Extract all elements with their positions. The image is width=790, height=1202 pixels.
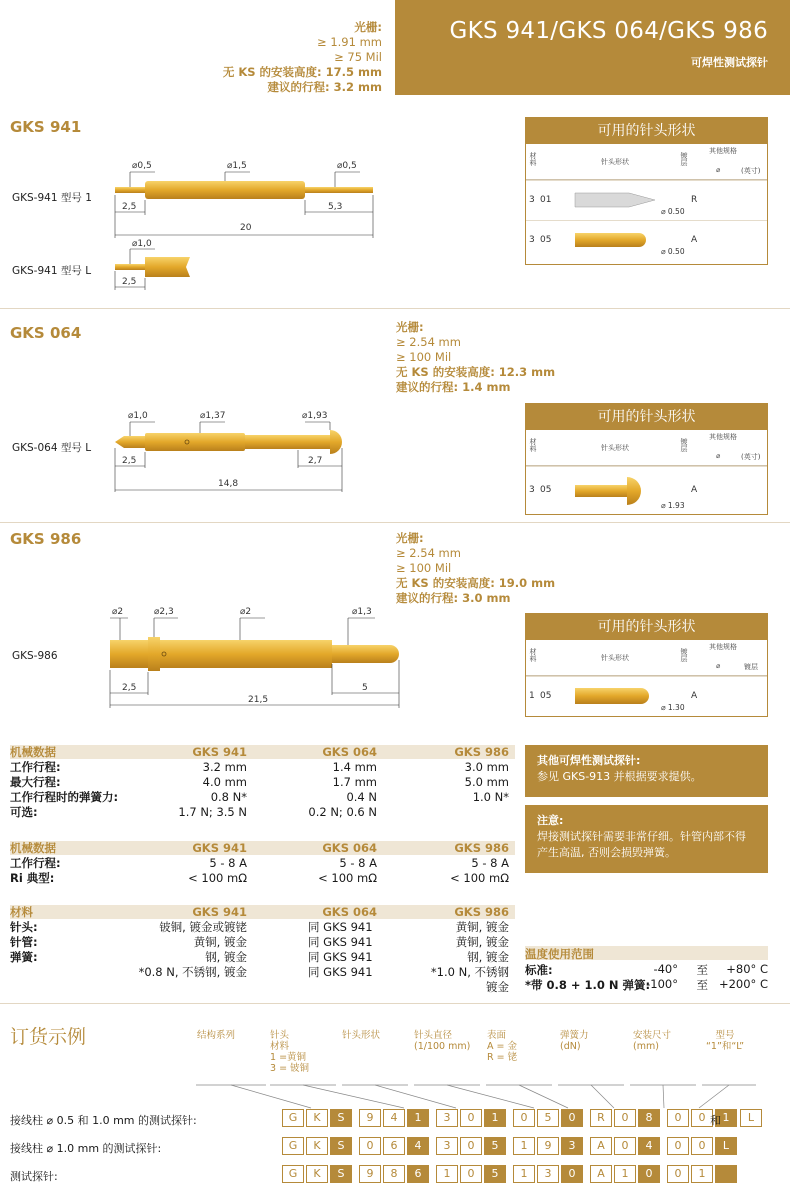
info-box-note (525, 805, 768, 873)
order-code-cell: 6 (383, 1137, 405, 1155)
cell: +80° C (726, 962, 768, 976)
order-code-cell: 3 (537, 1165, 559, 1183)
dim-label: 2,5 (122, 277, 137, 287)
order-code-cell: 1 (691, 1165, 713, 1183)
tip-material: 3 (529, 485, 535, 495)
dim-label: ⌀1,0 (128, 411, 148, 421)
dim-label: 2,5 (122, 683, 137, 693)
dim-label: ⌀0,5 (132, 161, 152, 171)
cell: 0.8 N* (210, 790, 247, 804)
order-title: 订货示例 (10, 1026, 87, 1048)
col-label: 材料 (529, 438, 537, 452)
dim-label: ⌀1,0 (132, 239, 152, 249)
cell: *1.0 N, 不锈钢 (430, 965, 509, 979)
probe-head (330, 430, 342, 454)
cell: 镀金 (486, 980, 509, 994)
tip-plating: A (691, 485, 698, 495)
order-code-cell: 0 (460, 1165, 482, 1183)
cell: < 100 mΩ (188, 871, 247, 885)
order-code-cell: 0 (359, 1137, 381, 1155)
probe-barrel (145, 181, 305, 199)
col-label: 针头形状 (601, 444, 629, 452)
order-code-cell: 8 (383, 1165, 405, 1183)
col-label: 其他规格 (709, 147, 737, 155)
table-title: 材料 (10, 905, 33, 919)
probe-tail (115, 187, 150, 193)
order-code-cell: 5 (484, 1165, 506, 1183)
tip-dia: ⌀ 0.50 (661, 207, 685, 216)
tip-dia: ⌀ 1.30 (661, 703, 685, 712)
dim-label: ⌀2,3 (154, 607, 174, 617)
dim-label: ⌀0,5 (337, 161, 357, 171)
table-header-band (10, 745, 515, 759)
tip-table-gks986 (525, 613, 768, 717)
spec-line: 无 KS 的安装高度: 12.3 mm (396, 365, 556, 379)
col-header: GKS 986 (454, 745, 509, 759)
dim-label: 2,5 (122, 456, 137, 466)
gks064-drawing (100, 400, 360, 500)
order-code-cell: 0 (614, 1109, 636, 1127)
table-title: 机械数据 (10, 841, 56, 855)
cone-tip-icon (571, 187, 661, 213)
order-code-cell: 1 (484, 1109, 506, 1127)
cell: 3.0 mm (464, 760, 509, 774)
order-code-cell: 0 (561, 1165, 583, 1183)
probe-plunger (245, 435, 335, 449)
row-label: Ri 典型: (10, 871, 55, 885)
order-code-cell: 1 (614, 1165, 636, 1183)
order-code-cell: K (306, 1137, 328, 1155)
col-label: 镀层 (680, 438, 688, 452)
order-row-label: 测试探针: (10, 1170, 58, 1183)
probe-tail (110, 640, 150, 668)
dim-label: ⌀2 (112, 607, 124, 617)
temp-title: 温度使用范围 (525, 947, 594, 961)
spec-line: 建议的行程: 1.4 mm (396, 380, 511, 394)
probe-plunger (332, 645, 399, 663)
cell: 5 - 8 A (209, 856, 247, 870)
row-label: *带 0.8 + 1.0 N 弹簧: (525, 978, 651, 992)
order-code-cell: L (740, 1109, 762, 1127)
cell: 钢, 镀金 (205, 950, 247, 964)
tip-table-gks064 (525, 403, 768, 515)
cell: 至 (696, 963, 708, 977)
col-header: GKS 986 (454, 841, 509, 855)
temp-row (525, 962, 768, 977)
tip-row (526, 676, 767, 716)
tip-table-subheader (526, 640, 767, 676)
order-connector-lines (196, 1070, 776, 1112)
order-code-cell: 9 (359, 1165, 381, 1183)
dim-label: 2,5 (122, 202, 137, 212)
table-header-band (10, 905, 515, 919)
spec-line: 光栅: (396, 320, 424, 334)
cell: 0.4 N (346, 790, 377, 804)
order-col-label: 安装尺寸 (mm) (633, 1030, 672, 1052)
cell: 黄铜, 镀金 (455, 935, 509, 949)
col-header: GKS 064 (322, 841, 377, 855)
probe-label: GKS-941 型号 L (12, 265, 92, 277)
cell: < 100 mΩ (318, 871, 377, 885)
order-col-label: 表面 A = 金 R = 铑 (487, 1030, 518, 1063)
tip-table-header: 可用的针头形状 (526, 614, 767, 640)
order-and-text: 和 (710, 1114, 721, 1127)
col-label: 针头形状 (601, 654, 629, 662)
order-code-cell: 0 (638, 1165, 660, 1183)
dim-label: 5,3 (328, 202, 343, 212)
probe-plunger (305, 187, 373, 193)
page-title: GKS 941/GKS 064/GKS 986 (449, 18, 768, 44)
spec-line: ≥ 75 Mil (334, 50, 382, 64)
col-label: (英寸) (741, 167, 761, 175)
row-label: 针管: (10, 935, 38, 949)
gks986-drawing (100, 600, 410, 715)
dim-label: ⌀1,3 (352, 607, 372, 617)
dim-label: ⌀1,5 (227, 161, 247, 171)
col-header: GKS 941 (192, 745, 247, 759)
order-code-cell: 4 (383, 1109, 405, 1127)
tip-dia: ⌀ 0.50 (661, 247, 685, 256)
col-label: 其他规格 (709, 433, 737, 441)
col-header: GKS 941 (192, 841, 247, 855)
info-title: 其他可焊性测试探针: (537, 754, 641, 767)
order-code-cell: G (282, 1137, 304, 1155)
order-code-cell: 0 (460, 1137, 482, 1155)
table-title: 机械数据 (10, 745, 56, 759)
tip-table-subheader (526, 144, 767, 180)
order-code-cell: 3 (436, 1137, 458, 1155)
dim-label: 2,7 (308, 456, 323, 466)
section-title-gks941: GKS 941 (10, 118, 82, 136)
col-label: ⌀ (716, 662, 721, 670)
order-code-cell: 9 (537, 1137, 559, 1155)
spec-line: 建议的行程: 3.2 mm (267, 80, 382, 94)
section-title-gks986: GKS 986 (10, 530, 82, 548)
order-code-cell: 5 (537, 1109, 559, 1127)
col-header: GKS 941 (192, 905, 247, 919)
dim-label: ⌀2 (240, 607, 252, 617)
divider (0, 308, 790, 309)
tip-code: 05 (540, 485, 552, 495)
cell: 铍铜, 镀金或镀铑 (159, 920, 247, 934)
order-code-cell: A (590, 1165, 612, 1183)
dim-label: 14,8 (218, 479, 239, 489)
dim-label: 21,5 (248, 695, 269, 705)
round-tip-icon (571, 683, 661, 709)
divider (0, 1003, 790, 1004)
order-col-label: 型号 “1”和“L” (706, 1030, 745, 1052)
spec-line: 无 KS 的安装高度: 19.0 mm (396, 576, 556, 590)
tip-table-gks941 (525, 117, 768, 265)
order-row-label: 接线柱 ⌀ 0.5 和 1.0 mm 的测试探针: (10, 1114, 197, 1127)
order-code-cell: S (330, 1137, 352, 1155)
col-label: 针头形状 (601, 158, 629, 166)
gks986-spec (396, 531, 555, 606)
order-code-cell: 1 (715, 1109, 737, 1127)
col-header: GKS 064 (322, 745, 377, 759)
gks941-drawing (100, 150, 390, 290)
cell: 3.2 mm (202, 760, 247, 774)
cell: 1.7 mm (332, 775, 377, 789)
spec-line: ≥ 2.54 mm (396, 546, 461, 560)
order-code-cell: K (306, 1165, 328, 1183)
tip-material: 1 (529, 691, 535, 701)
cell: *0.8 N, 不锈钢, 镀金 (138, 965, 247, 979)
spec-line: 光栅: (354, 20, 382, 34)
col-label: 材料 (529, 648, 537, 662)
tip-code: 05 (540, 691, 552, 701)
order-code-cell: A (590, 1137, 612, 1155)
order-code-cell: G (282, 1165, 304, 1183)
col-header: GKS 064 (322, 905, 377, 919)
temp-row (525, 977, 768, 992)
order-code-cell: 0 (691, 1137, 713, 1155)
order-col-label: 结构系列 (197, 1030, 236, 1041)
col-label: (英寸) (741, 453, 761, 461)
order-code-cell: 5 (484, 1137, 506, 1155)
dim-label: ⌀1,93 (302, 411, 328, 421)
order-code-cell: S (330, 1165, 352, 1183)
cell: 黄铜, 镀金 (455, 920, 509, 934)
tip-table-header: 可用的针头形状 (526, 404, 767, 430)
info-title: 注意: (537, 814, 564, 827)
order-code-cell: K (306, 1109, 328, 1127)
tip-row (526, 220, 767, 260)
tip-plating: A (691, 691, 698, 701)
spec-line: ≥ 2.54 mm (396, 335, 461, 349)
tip-dia: ⌀ 1.93 (661, 501, 685, 510)
order-code-cell: G (282, 1109, 304, 1127)
order-code-cell: 0 (614, 1137, 636, 1155)
order-code-cell: 1 (513, 1137, 535, 1155)
col-label: 镀层 (680, 648, 688, 662)
cell: 5.0 mm (464, 775, 509, 789)
tip-plating: R (691, 195, 698, 205)
order-code-cell: 0 (513, 1109, 535, 1127)
header-spec (223, 20, 382, 95)
order-code-cell: 6 (407, 1165, 429, 1183)
tip-row (526, 180, 767, 220)
cell: 同 GKS 941 (308, 920, 373, 934)
probe-label: GKS-941 型号 1 (12, 192, 92, 204)
order-code-cell: 1 (513, 1165, 535, 1183)
order-code-cell: 9 (359, 1109, 381, 1127)
tip-table-header: 可用的针头形状 (526, 118, 767, 144)
dim-label: 5 (362, 683, 368, 693)
row-label: 工作行程: (10, 856, 61, 870)
col-label: 镀层 (680, 152, 688, 166)
spec-line: ≥ 100 Mil (396, 350, 452, 364)
round-tip-icon (571, 227, 661, 253)
order-code-cell: 3 (436, 1109, 458, 1127)
tip-code: 01 (540, 195, 552, 205)
order-code-cell: 0 (667, 1165, 689, 1183)
spec-line: ≥ 100 Mil (396, 561, 452, 575)
order-code-cell: 3 (561, 1137, 583, 1155)
cell: 1.0 N* (472, 790, 509, 804)
info-text: 参见 GKS-913 并根据要求提供。 (537, 770, 702, 783)
probe-label: GKS-064 型号 L (12, 442, 92, 454)
tip-code: 05 (540, 235, 552, 245)
spec-line: 建议的行程: 3.0 mm (396, 591, 511, 605)
probe-collar (148, 637, 160, 671)
order-code-cell: 0 (460, 1109, 482, 1127)
cell: 5 - 8 A (339, 856, 377, 870)
cell: 同 GKS 941 (308, 965, 373, 979)
info-text: 焊接测试探针需要非常仔细。针管内部不得产生高温, 否则会损毁弹簧。 (537, 830, 746, 859)
cell: 4.0 mm (202, 775, 247, 789)
cell: 0.2 N; 0.6 N (308, 805, 377, 819)
tip-table-subheader (526, 430, 767, 466)
table-header-band (10, 841, 515, 855)
page-subtitle: 可焊性测试探针 (691, 56, 768, 69)
dim-label: 20 (240, 223, 252, 233)
order-col-label: 针头直径 (1/100 mm) (414, 1030, 471, 1052)
order-row-label: 接线柱 ⌀ 1.0 mm 的测试探针: (10, 1142, 162, 1155)
order-code-cell: 1 (436, 1165, 458, 1183)
cell: 同 GKS 941 (308, 950, 373, 964)
cell: 1.7 N; 3.5 N (178, 805, 247, 819)
order-code-cell: 0 (667, 1137, 689, 1155)
row-label: 针头: (10, 920, 38, 934)
order-code-cell: 1 (407, 1109, 429, 1127)
tip-row (526, 466, 767, 514)
spec-line: 无 KS 的安装高度: 17.5 mm (222, 65, 382, 79)
cell: 钢, 镀金 (467, 950, 509, 964)
order-code-cell (715, 1165, 737, 1183)
tip-material: 3 (529, 195, 535, 205)
order-code-cell: 4 (407, 1137, 429, 1155)
cell: < 100 mΩ (450, 871, 509, 885)
cell: 至 (696, 978, 708, 992)
order-code-cell: S (330, 1109, 352, 1127)
mushroom-tip-icon (571, 473, 661, 509)
row-label: 可选: (10, 805, 38, 819)
row-label: 工作行程时的弹簧力: (10, 790, 119, 804)
cell: 黄铜, 镀金 (193, 935, 247, 949)
tip-material: 3 (529, 235, 535, 245)
cell: +200° C (718, 977, 768, 991)
order-code-cell: 8 (638, 1109, 660, 1127)
cell: -40° (653, 962, 678, 976)
row-label: 工作行程: (10, 760, 61, 774)
probe-tail (115, 264, 150, 270)
info-box-other (525, 745, 768, 797)
probe-barrel (145, 257, 190, 277)
spec-line: ≥ 1.91 mm (317, 35, 382, 49)
order-code-cell: R (590, 1109, 612, 1127)
col-label: 材料 (529, 152, 537, 166)
section-title-gks064: GKS 064 (10, 324, 82, 342)
order-code-cell: 0 (667, 1109, 689, 1127)
order-code-cell: L (715, 1137, 737, 1155)
order-code-cell: 4 (638, 1137, 660, 1155)
probe-barrel (160, 640, 332, 668)
row-label: 标准: (525, 963, 553, 977)
col-label: 其他规格 (709, 643, 737, 651)
order-col-label: 弹簧力 (dN) (560, 1030, 589, 1052)
divider (0, 522, 790, 523)
cell: 1.4 mm (332, 760, 377, 774)
cell: 5 - 8 A (471, 856, 509, 870)
order-col-label: 针头形状 (342, 1030, 381, 1041)
order-col-label: 针头 材料 1 =黄铜 3 = 铍铜 (270, 1030, 310, 1074)
col-label: ⌀ (716, 166, 721, 174)
order-code-cell: 0 (691, 1109, 713, 1127)
gks064-spec (396, 320, 555, 395)
cell: -100° (646, 977, 678, 991)
row-label: 弹簧: (10, 950, 38, 964)
tip-plating: A (691, 235, 698, 245)
probe-label: GKS-986 (12, 650, 58, 662)
probe-tip (115, 436, 145, 448)
col-label: ⌀ (716, 452, 721, 460)
dim-label: ⌀1,37 (200, 411, 226, 421)
header-banner (395, 0, 790, 95)
cell: 同 GKS 941 (308, 935, 373, 949)
col-label: 镀层 (744, 663, 758, 671)
probe-barrel (145, 433, 245, 451)
row-label: 最大行程: (10, 775, 61, 789)
spec-line: 光栅: (396, 531, 424, 545)
col-header: GKS 986 (454, 905, 509, 919)
order-code-cell: 0 (561, 1109, 583, 1127)
